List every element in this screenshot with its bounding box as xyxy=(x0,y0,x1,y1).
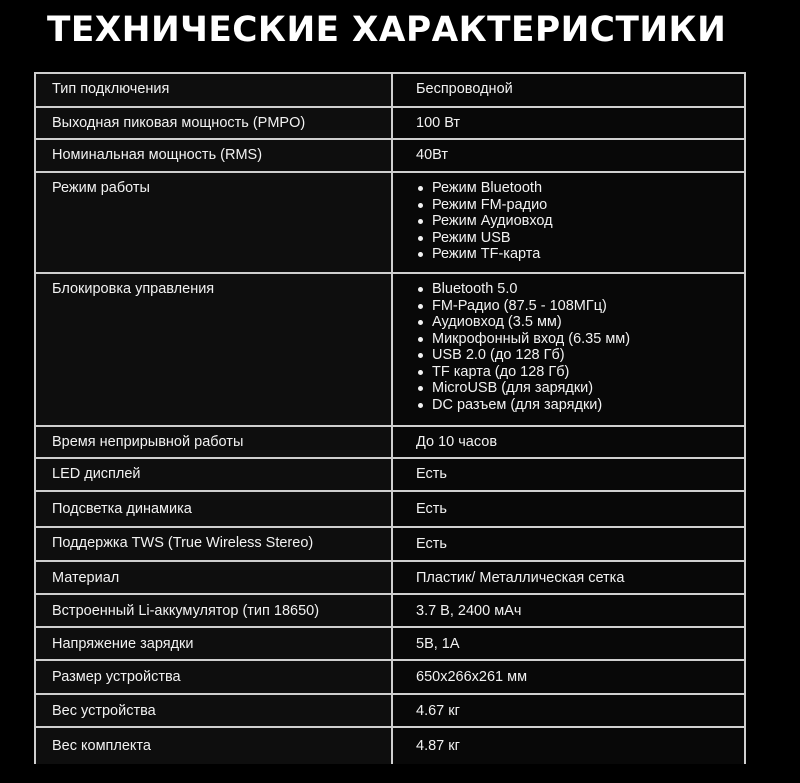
spec-value-modes xyxy=(393,173,744,274)
list-item: USB 2.0 (до 128 Гб) xyxy=(416,347,744,364)
spec-value-speaker-backlight: Есть xyxy=(393,492,744,528)
list-item: TF карта (до 128 Гб) xyxy=(416,364,744,381)
spec-table xyxy=(34,72,746,764)
page-title: ТЕХНИЧЕСКИЕ ХАРАКТЕРИСТИКИ xyxy=(47,10,727,50)
spec-value-tws: Есть xyxy=(393,528,744,562)
spec-value-rms: 40Вт xyxy=(393,140,744,173)
spec-value-interfaces xyxy=(393,274,744,427)
spec-label-led-display: LED дисплей xyxy=(36,459,393,492)
spec-label-pmpo: Выходная пиковая мощность (PMPO) xyxy=(36,108,393,140)
list-item: Bluetooth 5.0 xyxy=(416,281,744,298)
spec-value-runtime: До 10 часов xyxy=(393,427,744,459)
spec-label-tws: Поддержка TWS (True Wireless Stereo) xyxy=(36,528,393,562)
spec-label-connection-type: Тип подключения xyxy=(36,74,393,108)
spec-label-material: Материал xyxy=(36,562,393,595)
spec-label-dimensions: Размер устройства xyxy=(36,661,393,695)
interfaces-list xyxy=(416,281,744,413)
spec-label-device-weight: Вес устройства xyxy=(36,695,393,728)
spec-value-material: Пластик/ Металлическая сетка xyxy=(393,562,744,595)
list-item: MicroUSB (для зарядки) xyxy=(416,380,744,397)
list-item: Режим USB xyxy=(416,230,744,247)
spec-value-connection-type: Беспроводной xyxy=(393,74,744,108)
list-item: Аудиовход (3.5 мм) xyxy=(416,314,744,331)
spec-label-battery: Встроенный Li-аккумулятор (тип 18650) xyxy=(36,595,393,628)
spec-value-pmpo: 100 Вт xyxy=(393,108,744,140)
spec-label-speaker-backlight: Подсветка динамика xyxy=(36,492,393,528)
spec-label-modes: Режим работы xyxy=(36,173,393,274)
spec-value-device-weight: 4.67 кг xyxy=(393,695,744,728)
spec-value-battery: 3.7 В, 2400 мАч xyxy=(393,595,744,628)
modes-list xyxy=(416,180,744,263)
spec-label-kit-weight: Вес комплекта xyxy=(36,728,393,764)
list-item: Режим Bluetooth xyxy=(416,180,744,197)
spec-label-runtime: Время неприрывной работы xyxy=(36,427,393,459)
spec-value-kit-weight: 4.87 кг xyxy=(393,728,744,764)
list-item: Режим FM-радио xyxy=(416,197,744,214)
spec-label-interfaces: Блокировка управления xyxy=(36,274,393,427)
spec-value-led-display: Есть xyxy=(393,459,744,492)
list-item: Режим Аудиовход xyxy=(416,213,744,230)
list-item: DC разъем (для зарядки) xyxy=(416,397,744,414)
list-item: Режим TF-карта xyxy=(416,246,744,263)
spec-label-rms: Номинальная мощность (RMS) xyxy=(36,140,393,173)
spec-value-charging-voltage: 5В, 1А xyxy=(393,628,744,661)
list-item: FM-Радио (87.5 - 108МГц) xyxy=(416,298,744,315)
spec-label-charging-voltage: Напряжение зарядки xyxy=(36,628,393,661)
spec-value-dimensions: 650x266x261 мм xyxy=(393,661,744,695)
list-item: Микрофонный вход (6.35 мм) xyxy=(416,331,744,348)
